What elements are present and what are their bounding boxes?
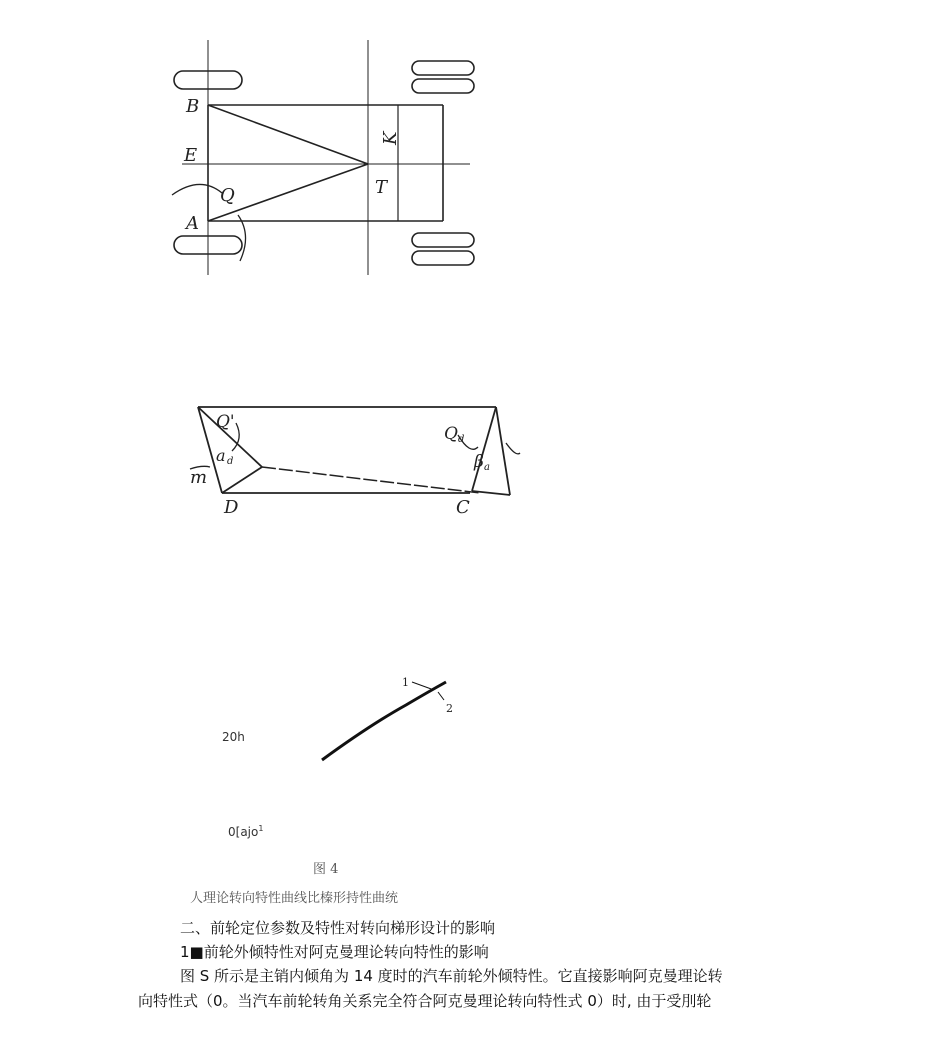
label-qd-right: Q [444,424,458,444]
axis-label-upper: 20h [222,730,245,744]
section-heading: 二、前轮定位参数及特性对转向梯形设计的影响 [180,919,496,937]
figure-steering-trapezoid [160,35,500,280]
curve-label-2: 2 [446,702,453,715]
label-m: m [190,467,208,488]
figure-caption: 人理论转向特性曲线比榛形持性曲统 [190,891,399,906]
label-c: C [456,497,470,518]
axis-label-lower-text: 0[ajo [228,825,259,839]
label-t: T [375,177,388,198]
label-e: E [184,145,198,166]
axis-label-lower [228,824,263,839]
label-ad: a [216,446,226,465]
label-beta: β [474,452,484,472]
figure-characteristic-curves [310,670,470,770]
label-qd-right-sub: d [458,434,465,445]
label-q: Q [220,185,235,206]
axis-label-lower-sup: 1 [258,824,264,833]
label-beta-sub: a [484,462,490,473]
label-ad-sub: d [227,456,234,467]
label-k: K [380,131,401,145]
paragraph-line-1: 图 S 所示是主销内倾角为 14 度时的汽车前轮外倾特性。它直接影响阿克曼理论转 [180,967,723,985]
label-qd-left: Q' [216,412,235,432]
figure-number: 图 4 [313,862,339,877]
label-a: A [186,213,199,234]
curve-label-1: 1 [402,676,409,689]
figure-trapezoid-linkage [180,395,530,520]
label-b: B [186,96,200,117]
paragraph-line-2: 向特性式（0。当汽车前轮转角关系完全符合阿克曼理论转向特性式 0）时, 由于受刖轮 [138,992,712,1010]
subsection-heading: 1■前轮外倾特性对阿克曼理论转向特性的影响 [180,943,489,961]
label-d: D [224,497,239,518]
